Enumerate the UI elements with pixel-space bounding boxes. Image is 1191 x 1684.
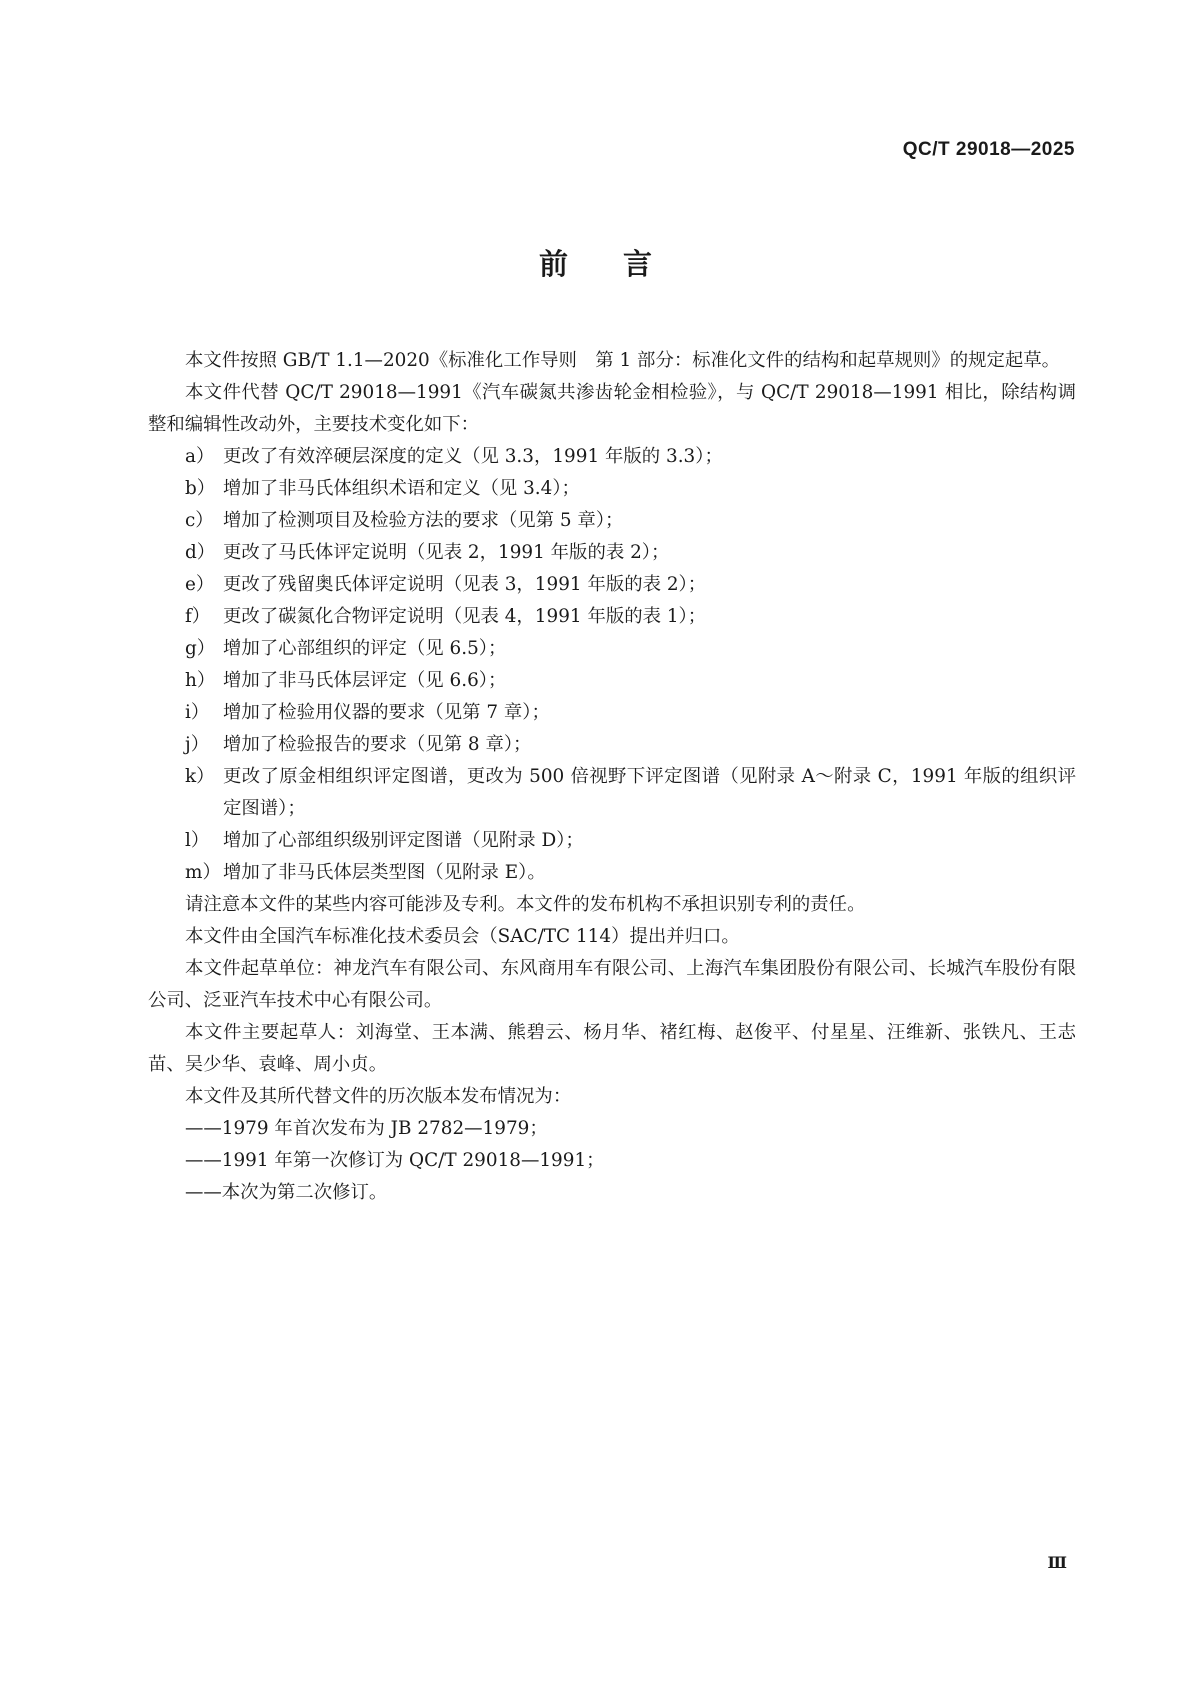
list-marker: m）	[185, 862, 221, 883]
list-item	[148, 537, 1076, 569]
paragraph-replacement: 本文件代替 QC/T 29018—1991《汽车碳氮共渗齿轮金相检验》，与 QC/T 29018—1991 相比，除结构调整和编辑性改动外，主要技术变化如下：	[148, 382, 1076, 435]
list-item	[148, 441, 1076, 473]
list-text: 增加了非马氏体组织术语和定义（见 3.4）；	[223, 478, 580, 499]
history-list	[148, 1113, 1076, 1209]
list-marker: b）	[185, 478, 216, 499]
list-text: 更改了残留奥氏体评定说明（见表 3，1991 年版的表 2）；	[223, 574, 707, 595]
list-marker: j）	[185, 734, 210, 755]
list-item: ——1991 年第一次修订为 QC/T 29018—1991；	[185, 1150, 605, 1171]
paragraph-drafters: 本文件主要起草人：刘海堂、王本满、熊碧云、杨月华、褚红梅、赵俊平、付星星、汪维新、张铁凡、王志苗、吴少华、袁峰、周小贞。	[148, 1022, 1076, 1075]
list-item	[148, 825, 1076, 857]
list-text: 增加了检验报告的要求（见第 8 章）；	[223, 734, 532, 755]
page-number: Ⅲ	[1047, 1553, 1067, 1572]
list-marker: d）	[185, 542, 216, 563]
list-text: 增加了心部组织的评定（见 6.5）；	[223, 638, 507, 659]
list-marker: l）	[185, 830, 210, 851]
list-marker: e）	[185, 574, 215, 595]
list-item: ——1979 年首次发布为 JB 2782—1979；	[185, 1118, 548, 1139]
list-marker: c）	[185, 510, 214, 531]
list-marker: i）	[185, 702, 210, 723]
list-item	[148, 665, 1076, 697]
list-text: 更改了原金相组织评定图谱，更改为 500 倍视野下评定图谱（见附录 A～附录 C，1991 年版的组织评定图谱）；	[223, 766, 1076, 819]
list-marker: a）	[185, 446, 215, 467]
list-item	[148, 761, 1076, 825]
paragraph-drafting-rules: 本文件按照 GB/T 1.1—2020《标准化工作导则 第 1 部分：标准化文件的结构和起草规则》的规定起草。	[185, 350, 1061, 371]
list-text: 增加了检验用仪器的要求（见第 7 章）；	[223, 702, 550, 723]
list-text: 增加了检测项目及检验方法的要求（见第 5 章）；	[223, 510, 624, 531]
list-item	[148, 505, 1076, 537]
list-marker: h）	[185, 670, 216, 691]
list-item	[148, 729, 1076, 761]
list-item	[148, 697, 1076, 729]
paragraph-drafting-units: 本文件起草单位：神龙汽车有限公司、东风商用车有限公司、上海汽车集团股份有限公司、长城汽车股份有限公司、泛亚汽车技术中心有限公司。	[148, 958, 1076, 1011]
list-text: 更改了马氏体评定说明（见表 2，1991 年版的表 2）；	[223, 542, 670, 563]
list-marker: g）	[185, 638, 216, 659]
list-item	[148, 473, 1076, 505]
standard-number: QC/T 29018—2025	[902, 139, 1075, 160]
list-text: 增加了心部组织级别评定图谱（见附录 D）；	[223, 830, 584, 851]
list-text: 增加了非马氏体层类型图（见附录 E）。	[223, 862, 546, 883]
page-title: 前言	[538, 247, 707, 281]
list-item	[148, 857, 1076, 889]
list-marker: f）	[185, 606, 211, 627]
list-item	[148, 601, 1076, 633]
list-text: 增加了非马氏体层评定（见 6.6）；	[223, 670, 507, 691]
list-marker: k）	[185, 766, 215, 787]
list-text: 更改了有效淬硬层深度的定义（见 3.3，1991 年版的 3.3）；	[223, 446, 723, 467]
list-item	[148, 569, 1076, 601]
paragraph-patent-notice: 请注意本文件的某些内容可能涉及专利。本文件的发布机构不承担识别专利的责任。	[185, 894, 866, 915]
list-text: 更改了碳氮化合物评定说明（见表 4，1991 年版的表 1）；	[223, 606, 707, 627]
changes-list	[148, 441, 1076, 889]
list-item: ——本次为第二次修订。	[185, 1182, 388, 1203]
paragraph-history-intro: 本文件及其所代替文件的历次版本发布情况为：	[185, 1086, 572, 1107]
foreword-body	[148, 345, 1076, 1209]
list-item	[148, 633, 1076, 665]
paragraph-proposed-by: 本文件由全国汽车标准化技术委员会（SAC/TC 114）提出并归口。	[185, 926, 740, 947]
